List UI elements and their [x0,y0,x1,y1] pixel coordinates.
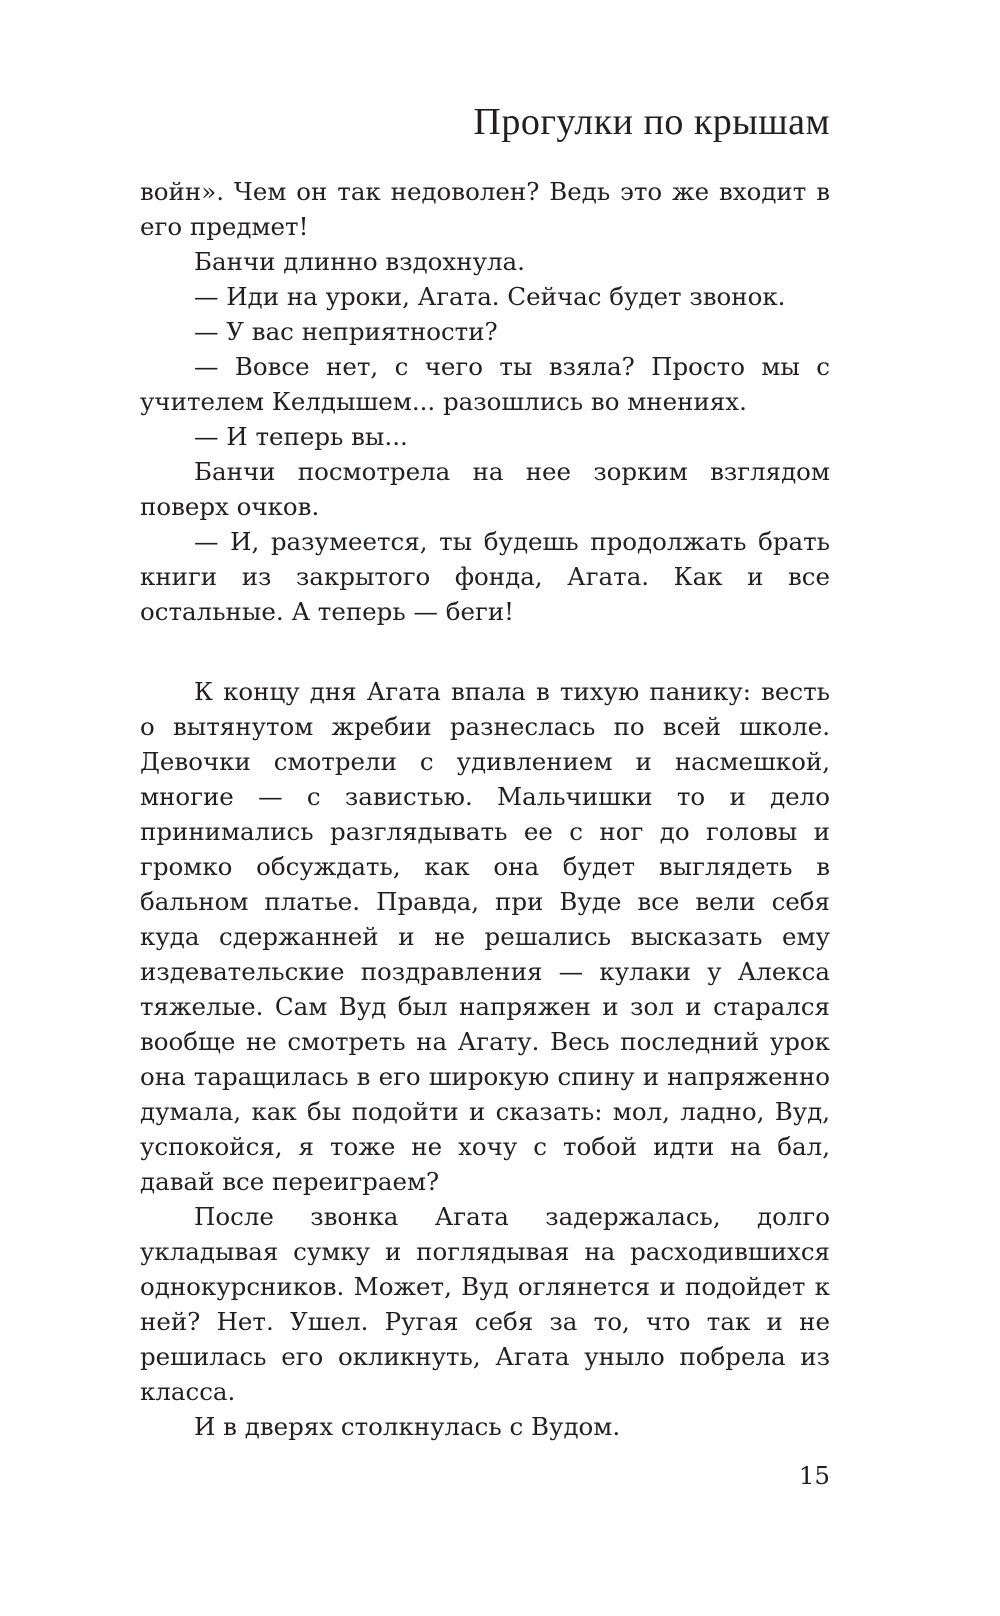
page-number: 15 [798,1461,830,1490]
text-block-bottom [140,674,830,1444]
paragraph: войн». Чем он так недоволен? Ведь это же входит в его предмет! [140,177,830,241]
running-head-title: Прогулки по крышам [473,101,830,143]
text-block-top [140,174,830,629]
paragraph: И в дверях столкнулась с Вудом. [194,1412,621,1441]
dialogue-line: — И теперь вы... [194,422,408,451]
paragraph: К концу дня Агата впала в тихую панику: весть о вытянутом жребии разнеслась по всей школе. Девочки смотрели с удивлением и насмешкой, многие — с завистью. Мальчишки то и дело принимались разглядывать ее с ног до головы и громко обсуждать, как она будет выглядеть в бальном платье. Правда, при Вуде все вели себя куда сдержанней и не решались высказать ему издевательские поздравления — кулаки у Алекса тяжелые. Сам Вуд был напряжен и зол и старался вообще не смотреть на Агату. Весь последний урок она таращилась в его широкую спину и напряженно думала, как бы подойти и сказать: мол, ладно, Вуд, успокойся, я тоже не хочу с тобой идти на бал, давай все переиграем? [140,677,830,1196]
paragraph: Банчи длинно вздохнула. [194,247,525,276]
dialogue-line: — Иди на уроки, Агата. Сейчас будет звонок. [194,282,786,311]
dialogue-line: — И, разумеется, ты будешь продолжать брать книги из закрытого фонда, Агата. Как и все остальные. А теперь — беги! [140,527,830,626]
dialogue-line: — Вовсе нет, с чего ты взяла? Просто мы с учителем Келдышем... разошлись во мнениях. [140,352,830,416]
paragraph: После звонка Агата задержалась, долго укладывая сумку и поглядывая на расходившихся однокурсников. Может, Вуд оглянется и подойдет к ней? Нет. Ушел. Ругая себя за то, что так и не решилась его окликнуть, Агата уныло побрела из класса. [140,1202,830,1406]
dialogue-line: — У вас неприятности? [194,317,498,346]
paragraph: Банчи посмотрела на нее зорким взглядом поверх очков. [140,457,830,521]
